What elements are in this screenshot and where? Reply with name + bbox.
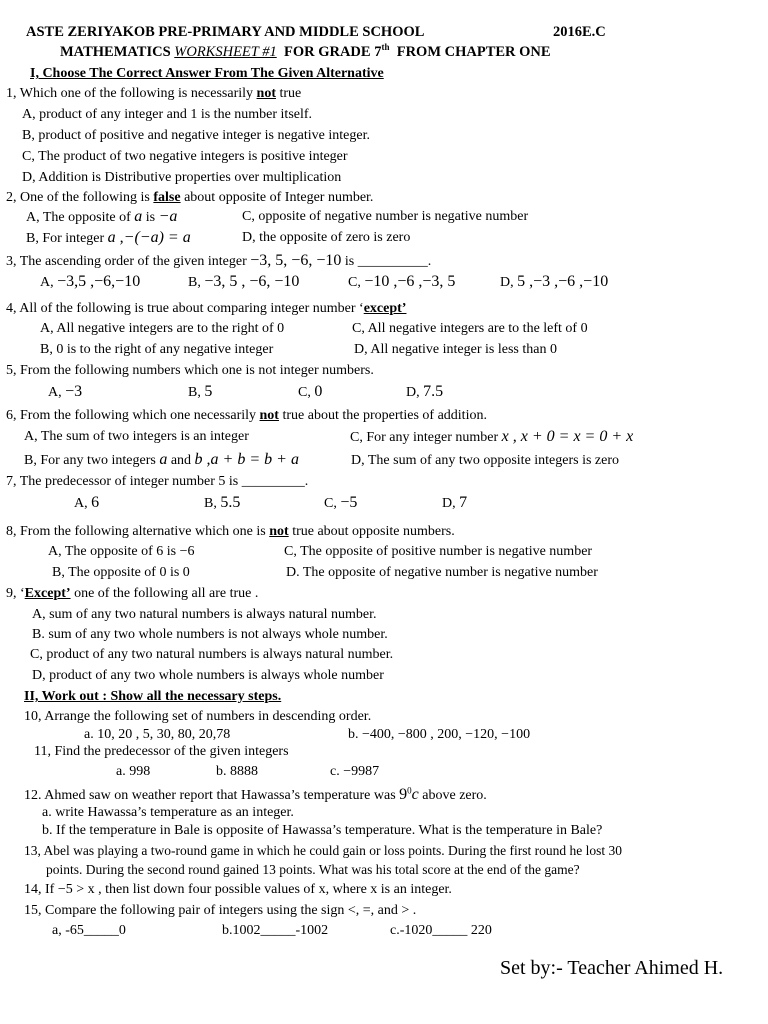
question-12: 12. Ahmed saw on weather report that Hawassa’s temperature was $9^0c$ above zero. bbox=[24, 785, 487, 803]
q3-option-a: A, −3,5 ,−6,−10 bbox=[40, 273, 141, 290]
q2-option-c: C, opposite of negative number is negative number bbox=[242, 209, 529, 224]
question-5: 5, From the following numbers which one is not integer numbers. bbox=[6, 363, 374, 378]
q15-part-b: b.1002_____-1002 bbox=[222, 923, 329, 938]
question-8: 8, From the following alternative which one is not true about opposite numbers. bbox=[6, 524, 455, 539]
q9-option-d: D, product of any two whole numbers is always whole number bbox=[32, 668, 384, 683]
q6-option-c: C, For any integer number x , x + 0 = x = 0 + x bbox=[350, 428, 634, 445]
q8-option-d: D. The opposite of negative number is negative number bbox=[286, 565, 598, 580]
worksheet-number: WORKSHEET #1 bbox=[174, 44, 277, 60]
subject: MATHEMATICS bbox=[60, 44, 171, 60]
q2-option-b: B, For integer a ,−(−a) = a bbox=[26, 229, 191, 246]
worksheet-title bbox=[60, 44, 551, 61]
question-10: 10, Arrange the following set of numbers in descending order. bbox=[24, 709, 372, 724]
question-2: 2, One of the following is false about opposite of Integer number. bbox=[6, 190, 374, 205]
q9-option-c: C, product of any two natural numbers is always natural number. bbox=[30, 647, 394, 662]
q15-part-c: c.-1020_____ 220 bbox=[390, 923, 492, 938]
q15-part-a: a, -65_____0 bbox=[52, 923, 126, 938]
q2-option-a: A, The opposite of a is −a bbox=[26, 208, 178, 225]
grade-sup: th bbox=[381, 42, 390, 53]
q5-option-a: A, −3 bbox=[48, 383, 83, 400]
q12-part-a: a. write Hawassa’s temperature as an integer. bbox=[42, 805, 294, 820]
q11-part-b: b. 8888 bbox=[216, 764, 258, 779]
school-year: 2016E.C bbox=[553, 24, 606, 40]
q1-option-c: C, The product of two negative integers is positive integer bbox=[22, 149, 348, 164]
question-9: 9, ‘Except’ one of the following all are true . bbox=[6, 586, 259, 601]
section-2-title: II, Work out : Show all the necessary steps. bbox=[24, 689, 282, 704]
q11-part-a: a. 998 bbox=[116, 764, 151, 779]
question-4: 4, All of the following is true about comparing integer number ‘except’ bbox=[6, 301, 407, 316]
q1-option-b: B, product of positive and negative integer is negative integer. bbox=[22, 128, 370, 143]
q2-option-d: D, the opposite of zero is zero bbox=[242, 230, 411, 245]
q6-option-b: B, For any two integers a and b ,a + b = b + a bbox=[24, 451, 299, 468]
question-6: 6, From the following which one necessarily not true about the properties of addition. bbox=[6, 408, 487, 423]
q1-option-d: D, Addition is Distributive properties over multiplication bbox=[22, 170, 342, 185]
q9-option-b: B. sum of any two whole numbers is not always whole number. bbox=[32, 627, 388, 642]
question-14: 14, If −5 > x , then list down four possible values of x, where x is an integer. bbox=[24, 882, 452, 897]
grade-pre: FOR GRADE 7 bbox=[283, 44, 382, 60]
q4-option-c: C, All negative integers are to the left of 0 bbox=[352, 321, 588, 336]
q10-part-a: a. 10, 20 , 5, 30, 80, 20,78 bbox=[84, 727, 231, 742]
q5-option-b: B, 5 bbox=[188, 383, 213, 400]
q7-option-d: D, 7 bbox=[442, 494, 468, 511]
q9-option-a: A, sum of any two natural numbers is always natural number. bbox=[32, 607, 377, 622]
q10-part-b: b. −400, −800 , 200, −120, −100 bbox=[348, 727, 531, 742]
q7-option-c: C, −5 bbox=[324, 494, 358, 511]
q6-option-a: A, The sum of two integers is an integer bbox=[24, 429, 249, 444]
question-7: 7, The predecessor of integer number 5 is _________. bbox=[6, 474, 309, 489]
q3-option-c: C, −10 ,−6 ,−3, 5 bbox=[348, 273, 456, 290]
q7-option-a: A, 6 bbox=[74, 494, 100, 511]
q11-part-c: c. −9987 bbox=[330, 764, 380, 779]
q6-option-d: D, The sum of any two opposite integers is zero bbox=[351, 453, 620, 468]
q7-option-b: B, 5.5 bbox=[204, 494, 241, 511]
q1-option-a: A, product of any integer and 1 is the number itself. bbox=[22, 107, 313, 122]
q8-option-c: C, The opposite of positive number is negative number bbox=[284, 544, 593, 559]
section-1-title: I, Choose The Correct Answer From The Given Alternative bbox=[30, 66, 384, 81]
question-3: 3, The ascending order of the given integer −3, 5, −6, −10 is __________. bbox=[6, 252, 432, 269]
question-13-line-2: points. During the second round gained 13 points. What was his total score at the end of the game? bbox=[46, 862, 580, 877]
q12-part-b: b. If the temperature in Bale is opposite of Hawassa’s temperature. What is the temperature in Bale? bbox=[42, 823, 603, 838]
question-13-line-1: 13, Abel was playing a two-round game in which he could gain or loss points. During the first round he lost 30 bbox=[24, 843, 623, 858]
q4-option-d: D, All negative integer is less than 0 bbox=[354, 342, 557, 357]
question-11: 11, Find the predecessor of the given integers bbox=[34, 744, 289, 759]
q4-option-b: B, 0 is to the right of any negative integer bbox=[40, 342, 274, 357]
question-15: 15, Compare the following pair of integers using the sign <, =, and > . bbox=[24, 903, 417, 918]
signature: Set by:- Teacher Ahimed H. bbox=[500, 957, 724, 979]
question-1: 1, Which one of the following is necessarily not true bbox=[6, 86, 302, 101]
q4-option-a: A, All negative integers are to the right of 0 bbox=[40, 321, 285, 336]
q5-option-d: D, 7.5 bbox=[406, 383, 444, 400]
q3-option-d: D, 5 ,−3 ,−6 ,−10 bbox=[500, 273, 609, 290]
q3-option-b: B, −3, 5 , −6, −10 bbox=[188, 273, 300, 290]
school-name: ASTE ZERIYAKOB PRE-PRIMARY AND MIDDLE SCHOOL bbox=[26, 24, 425, 40]
q5-option-c: C, 0 bbox=[298, 383, 323, 400]
q8-option-b: B, The opposite of 0 is 0 bbox=[52, 565, 190, 580]
q8-option-a: A, The opposite of 6 is −6 bbox=[48, 544, 195, 559]
grade-post: FROM CHAPTER ONE bbox=[396, 44, 551, 60]
